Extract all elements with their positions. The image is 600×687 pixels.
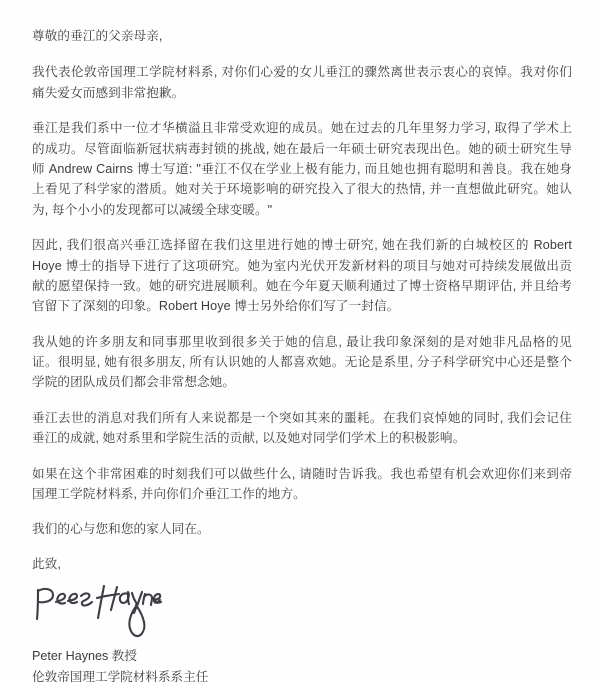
paragraph-5: 垂江去世的消息对我们所有人来说都是一个突如其来的噩耗。在我们哀悼她的同时, 我们会记住垂江的成就, 她对系里和学院生活的贡献, 以及她对同学们学术上的积极影响。 <box>32 410 572 446</box>
signer-name: Peter Haynes 教授 <box>32 649 137 664</box>
closing-line: 我们的心与您和您的家人同在。 <box>32 522 210 537</box>
paragraph-3: 因此, 我们很高兴垂江选择留在我们这里进行她的博士研究, 她在我们新的白城校区的 Robert Hoye 博士的指导下进行了这项研究。她为室内光伏开发新材料的项目与她对可持续发展做出贡献的愿望保持一致。她的研究进展顺利。她在今年夏天顺利通过了博士资格早期评估, 并且给考官留下了深刻的印象。Robert Hoye 博士另外给你们写了一封信。 <box>32 238 576 314</box>
paragraph-4: 我从她的许多朋友和同事那里收到很多关于她的信息, 最让我印象深刻的是对她非凡品格的见证。很明显, 她有很多朋友, 所有认识她的人都喜欢她。无论是系里, 分子科学研究中心还是整个学院的团队成员们都会非常想念她。 <box>32 334 572 390</box>
signoff: 此致, <box>32 556 61 571</box>
letter-body <box>32 26 576 687</box>
signer-title: 伦敦帝国理工学院材料系系主任 <box>32 669 209 684</box>
paragraph-2: 垂江是我们系中一位才华横溢且非常受欢迎的成员。她在过去的几年里努力学习, 取得了学术上的成功。尽管面临新冠状病毒封锁的挑战, 她在最后一年硕士研究表现出色。她的硕士研究生导师 Andrew Cairns 博士写道: "垂江不仅在学业上极有能力, 而且她也拥有聪明和善良。我在她身上看见了科学家的潜质。她对关于环境影响的研究投入了很大的热情, 并一直想做此研究。她认为, 每个小小的发现都可以减缓全球变暖。" <box>32 121 572 217</box>
paragraph-1: 我代表伦敦帝国理工学院材料系, 对你们心爱的女儿垂江的骤然离世表示衷心的哀悼。我对你们痛失爱女而感到非常抱歉。 <box>32 65 572 100</box>
handwritten-signature-image <box>32 580 162 642</box>
signature-block <box>32 580 572 646</box>
paragraph-6: 如果在这个非常困难的时刻我们可以做些什么, 请随时告诉我。我也希望有机会欢迎你们来到帝国理工学院材料系, 并向你们介垂江工作的地方。 <box>32 466 572 502</box>
salutation: 尊敬的垂江的父亲母亲, <box>32 29 163 43</box>
